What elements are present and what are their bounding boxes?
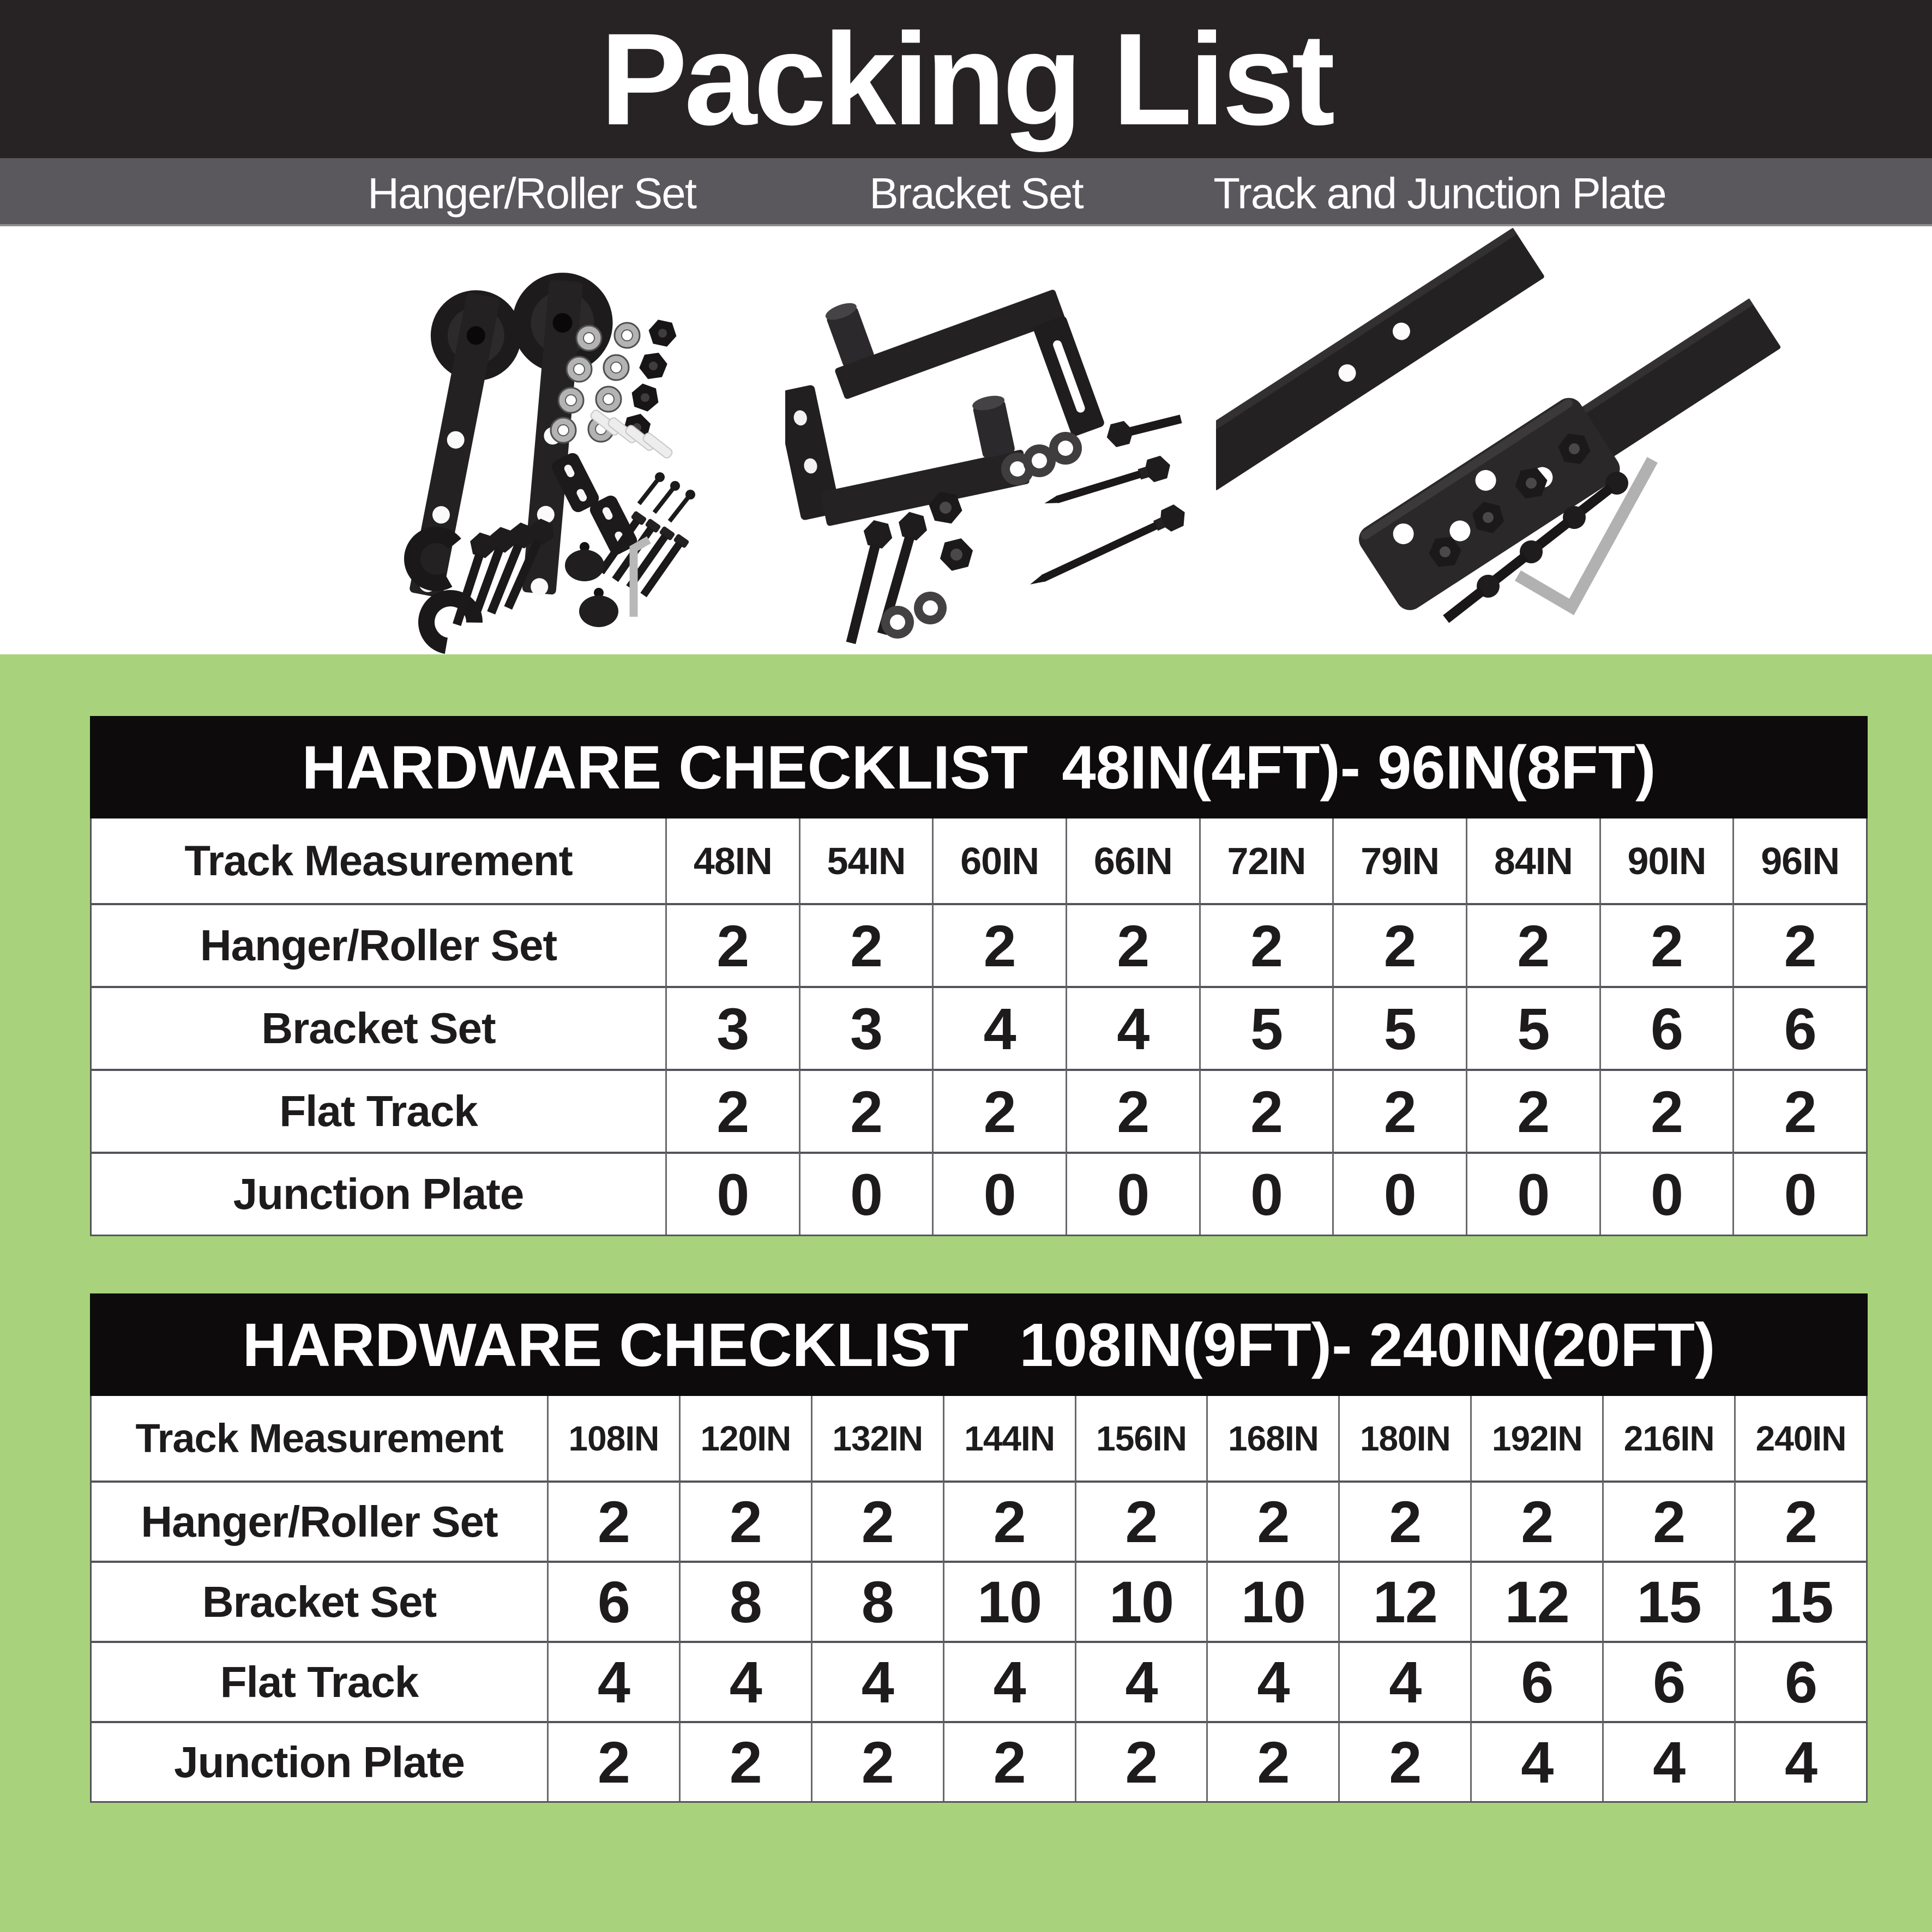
checklist-section xyxy=(0,654,1932,1932)
column-header-cell: 108IN xyxy=(547,1396,679,1480)
value-cell: 0 xyxy=(1599,1152,1733,1235)
small-screws xyxy=(635,470,697,524)
value-cell: 0 xyxy=(1466,1152,1599,1235)
value-cell: 2 xyxy=(1332,1069,1466,1152)
column-header-cell: 156IN xyxy=(1075,1396,1207,1480)
value-cell: 2 xyxy=(1734,1480,1866,1561)
row-label-cell: Bracket Set xyxy=(92,1561,547,1641)
product-photos-strip xyxy=(0,226,1932,654)
value-cell: 6 xyxy=(1734,1641,1866,1721)
value-cell: 4 xyxy=(1734,1721,1866,1801)
value-cell: 4 xyxy=(811,1641,943,1721)
column-header-cell: 240IN xyxy=(1734,1396,1866,1480)
hanger-strap xyxy=(381,282,529,604)
hardware-checklist-table-108-240 xyxy=(90,1293,1868,1803)
value-cell: 2 xyxy=(1066,903,1199,986)
column-header-cell: 72IN xyxy=(1199,818,1333,903)
value-cell: 4 xyxy=(547,1641,679,1721)
value-cell: 0 xyxy=(1732,1152,1866,1235)
value-cell: 6 xyxy=(1599,986,1733,1069)
row-label-cell: Flat Track xyxy=(92,1069,665,1152)
value-cell: 2 xyxy=(1206,1480,1338,1561)
column-header-cell: 120IN xyxy=(679,1396,811,1480)
value-cell: 10 xyxy=(943,1561,1075,1641)
value-cell: 6 xyxy=(1470,1641,1602,1721)
value-cell: 2 xyxy=(811,1480,943,1561)
row-label-cell: Bracket Set xyxy=(92,986,665,1069)
value-cell: 2 xyxy=(1075,1721,1207,1801)
value-cell: 0 xyxy=(1332,1152,1466,1235)
value-cell: 8 xyxy=(679,1561,811,1641)
table-grid xyxy=(90,1396,1868,1803)
value-cell: 2 xyxy=(1199,903,1333,986)
value-cell: 15 xyxy=(1734,1561,1866,1641)
allen-wrench-icon xyxy=(634,540,649,617)
value-cell: 3 xyxy=(799,986,932,1069)
hanger-roller-set-photo xyxy=(300,226,791,654)
column-header-cell: 48IN xyxy=(665,818,799,903)
section-label-bar xyxy=(0,158,1932,226)
bracket-set-photo xyxy=(785,226,1232,654)
value-cell: 2 xyxy=(799,1069,932,1152)
table-title: HARDWARE CHECKLIST 48IN(4FT)- 96IN(8FT) xyxy=(90,716,1868,818)
value-cell: 2 xyxy=(811,1721,943,1801)
value-cell: 2 xyxy=(1602,1480,1734,1561)
title-band xyxy=(0,0,1932,158)
value-cell: 4 xyxy=(1206,1641,1338,1721)
value-cell: 4 xyxy=(679,1641,811,1721)
value-cell: 5 xyxy=(1466,986,1599,1069)
value-cell: 5 xyxy=(1332,986,1466,1069)
value-cell: 4 xyxy=(1602,1721,1734,1801)
column-header-cell: 132IN xyxy=(811,1396,943,1480)
value-cell: 0 xyxy=(665,1152,799,1235)
table-grid xyxy=(90,818,1868,1236)
hex-nuts xyxy=(926,490,977,573)
value-cell: 2 xyxy=(679,1480,811,1561)
column-header-cell: 144IN xyxy=(943,1396,1075,1480)
column-header-cell: 79IN xyxy=(1332,818,1466,903)
page-title: Packing List xyxy=(600,6,1332,152)
value-cell: 2 xyxy=(1066,1069,1199,1152)
value-cell: 2 xyxy=(1332,903,1466,986)
value-cell: 6 xyxy=(547,1561,679,1641)
value-cell: 10 xyxy=(1206,1561,1338,1641)
value-cell: 2 xyxy=(547,1480,679,1561)
corner-label-cell: Track Measurement xyxy=(135,1416,503,1461)
value-cell: 12 xyxy=(1470,1561,1602,1641)
value-cell: 2 xyxy=(1599,903,1733,986)
value-cell: 4 xyxy=(1338,1641,1470,1721)
column-header-cell: 216IN xyxy=(1602,1396,1734,1480)
value-cell: 2 xyxy=(1075,1480,1207,1561)
value-cell: 2 xyxy=(1732,1069,1866,1152)
value-cell: 6 xyxy=(1732,986,1866,1069)
value-cell: 4 xyxy=(1075,1641,1207,1721)
column-header-cell: 54IN xyxy=(799,818,932,903)
column-header-cell: 66IN xyxy=(1066,818,1199,903)
column-header-cell: 180IN xyxy=(1338,1396,1470,1480)
value-cell: 0 xyxy=(799,1152,932,1235)
section-label-bracket-set: Bracket Set xyxy=(869,169,1083,218)
value-cell: 3 xyxy=(665,986,799,1069)
section-label-track-junction-plate: Track and Junction Plate xyxy=(1213,169,1666,218)
value-cell: 4 xyxy=(932,986,1066,1069)
value-cell: 2 xyxy=(1470,1480,1602,1561)
value-cell: 2 xyxy=(1206,1721,1338,1801)
value-cell: 2 xyxy=(1338,1480,1470,1561)
washers xyxy=(1001,432,1082,485)
hardware-checklist-table-48-96 xyxy=(90,716,1868,1236)
column-header-cell: 90IN xyxy=(1599,818,1733,903)
value-cell: 4 xyxy=(1470,1721,1602,1801)
lag-screw xyxy=(1025,502,1190,595)
value-cell: 2 xyxy=(1338,1721,1470,1801)
value-cell: 2 xyxy=(1599,1069,1733,1152)
value-cell: 15 xyxy=(1602,1561,1734,1641)
short-hex-bolt xyxy=(1104,407,1184,449)
value-cell: 0 xyxy=(1199,1152,1333,1235)
column-header-cell: 192IN xyxy=(1470,1396,1602,1480)
value-cell: 0 xyxy=(1066,1152,1199,1235)
row-label-cell: Junction Plate xyxy=(92,1152,665,1235)
corner-label-cell: Track Measurement xyxy=(184,836,573,884)
value-cell: 10 xyxy=(1075,1561,1207,1641)
value-cell: 2 xyxy=(679,1721,811,1801)
value-cell: 2 xyxy=(665,903,799,986)
value-cell: 4 xyxy=(943,1641,1075,1721)
row-label-cell: Hanger/Roller Set xyxy=(92,903,665,986)
row-label-cell: Flat Track xyxy=(92,1641,547,1721)
section-label-hanger-roller-set: Hanger/Roller Set xyxy=(368,169,696,218)
column-header-cell: 60IN xyxy=(932,818,1066,903)
value-cell: 4 xyxy=(1066,986,1199,1069)
value-cell: 2 xyxy=(665,1069,799,1152)
value-cell: 2 xyxy=(1466,1069,1599,1152)
value-cell: 6 xyxy=(1602,1641,1734,1721)
table-title: HARDWARE CHECKLIST 108IN(9FT)- 240IN(20FT) xyxy=(90,1293,1868,1396)
value-cell: 0 xyxy=(932,1152,1066,1235)
column-header-cell: 168IN xyxy=(1206,1396,1338,1480)
value-cell: 12 xyxy=(1338,1561,1470,1641)
value-cell: 2 xyxy=(943,1721,1075,1801)
value-cell: 2 xyxy=(943,1480,1075,1561)
row-label-cell: Junction Plate xyxy=(92,1721,547,1801)
value-cell: 2 xyxy=(932,903,1066,986)
column-header-cell: 96IN xyxy=(1732,818,1866,903)
row-label-cell: Hanger/Roller Set xyxy=(92,1480,547,1561)
value-cell: 2 xyxy=(932,1069,1066,1152)
value-cell: 5 xyxy=(1199,986,1333,1069)
value-cell: 2 xyxy=(547,1721,679,1801)
column-header-cell: 84IN xyxy=(1466,818,1599,903)
track-and-junction-plate-photo xyxy=(1216,226,1932,654)
value-cell: 2 xyxy=(1732,903,1866,986)
value-cell: 2 xyxy=(799,903,932,986)
value-cell: 2 xyxy=(1466,903,1599,986)
value-cell: 8 xyxy=(811,1561,943,1641)
value-cell: 2 xyxy=(1199,1069,1333,1152)
